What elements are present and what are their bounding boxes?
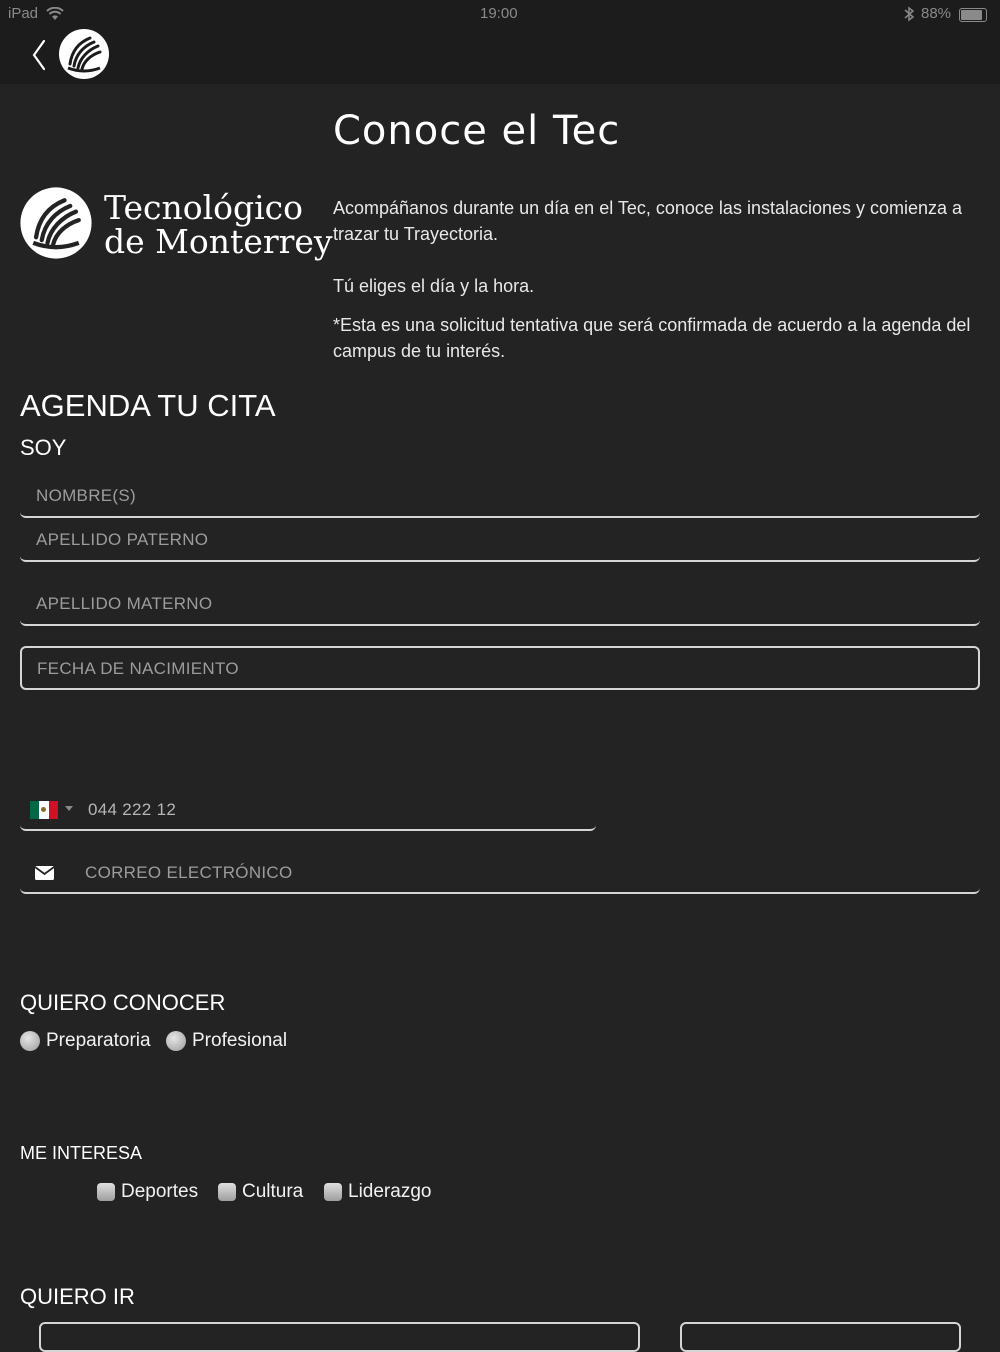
phone-input[interactable] <box>20 787 596 831</box>
checkbox-liderazgo-label: Liderazgo <box>348 1181 432 1202</box>
checkbox-deportes[interactable] <box>97 1181 198 1203</box>
me-interesa-heading: ME INTERESA <box>20 1143 143 1163</box>
status-bar <box>0 0 1000 28</box>
nav-bar <box>0 28 1000 84</box>
battery-percent: 88% <box>921 5 952 22</box>
battery-icon <box>959 8 987 22</box>
radio-preparatoria[interactable] <box>20 1030 151 1052</box>
correo-placeholder: CORREO ELECTRÓNICO <box>85 863 293 882</box>
radio-preparatoria-label: Preparatoria <box>46 1030 151 1051</box>
tec-logo-icon <box>58 28 110 80</box>
soy-label: SOY <box>20 435 67 460</box>
apellido-materno-placeholder: APELLIDO MATERNO <box>36 594 213 613</box>
correo-input[interactable] <box>20 850 980 894</box>
logo-line-1: Tecnológico <box>104 188 304 227</box>
nombre-placeholder: NOMBRE(S) <box>36 486 136 505</box>
apellido-paterno-placeholder: APELLIDO PATERNO <box>36 530 209 549</box>
chevron-left-icon[interactable] <box>30 39 48 71</box>
logo-line-2: de Monterrey <box>104 222 333 261</box>
chevron-down-icon[interactable] <box>64 805 74 813</box>
fecha-placeholder: FECHA DE NACIMIENTO <box>37 659 239 678</box>
apellido-paterno-input[interactable] <box>20 518 980 562</box>
device-label: iPad <box>8 5 39 22</box>
intro-disclaimer: *Esta es una solicitud tentativa que será confirmada de acuerdo a la agenda del campus de tu interés. <box>333 315 971 361</box>
radio-profesional[interactable] <box>166 1030 287 1052</box>
date-select[interactable] <box>680 1322 961 1352</box>
checkbox-cultura-box[interactable] <box>218 1183 236 1201</box>
logo-wordmark <box>104 188 333 261</box>
quiero-ir-heading: QUIERO IR <box>20 1284 135 1309</box>
checkbox-liderazgo[interactable] <box>324 1181 431 1203</box>
checkbox-liderazgo-box[interactable] <box>324 1183 342 1201</box>
checkbox-deportes-box[interactable] <box>97 1183 115 1201</box>
envelope-icon <box>35 866 54 880</box>
intro-choose-day: Tú eliges el día y la hora. <box>333 276 535 296</box>
mexico-flag-icon[interactable] <box>30 801 58 819</box>
checkbox-cultura[interactable] <box>218 1181 303 1203</box>
nombre-input[interactable] <box>20 474 980 518</box>
checkbox-cultura-label: Cultura <box>242 1181 304 1202</box>
checkbox-deportes-label: Deportes <box>121 1181 199 1202</box>
bluetooth-icon <box>903 6 915 22</box>
campus-select[interactable] <box>39 1322 640 1352</box>
status-time: 19:00 <box>480 5 518 22</box>
radio-preparatoria-button[interactable] <box>20 1031 40 1051</box>
intro-paragraph: Acompáñanos durante un día en el Tec, conoce las instalaciones y comienza a trazar tu Trayectoria. <box>333 198 963 244</box>
fecha-nacimiento-input[interactable] <box>20 646 980 690</box>
radio-profesional-label: Profesional <box>192 1030 288 1051</box>
agenda-heading: AGENDA TU CITA <box>20 388 276 423</box>
apellido-materno-input[interactable] <box>20 582 980 626</box>
phone-value: 044 222 12 <box>88 800 177 819</box>
quiero-conocer-heading: QUIERO CONOCER <box>20 990 226 1015</box>
page-title: Conoce el Tec <box>333 108 621 154</box>
radio-profesional-button[interactable] <box>166 1031 186 1051</box>
tec-flame-logo <box>19 186 93 260</box>
wifi-icon <box>46 7 64 21</box>
